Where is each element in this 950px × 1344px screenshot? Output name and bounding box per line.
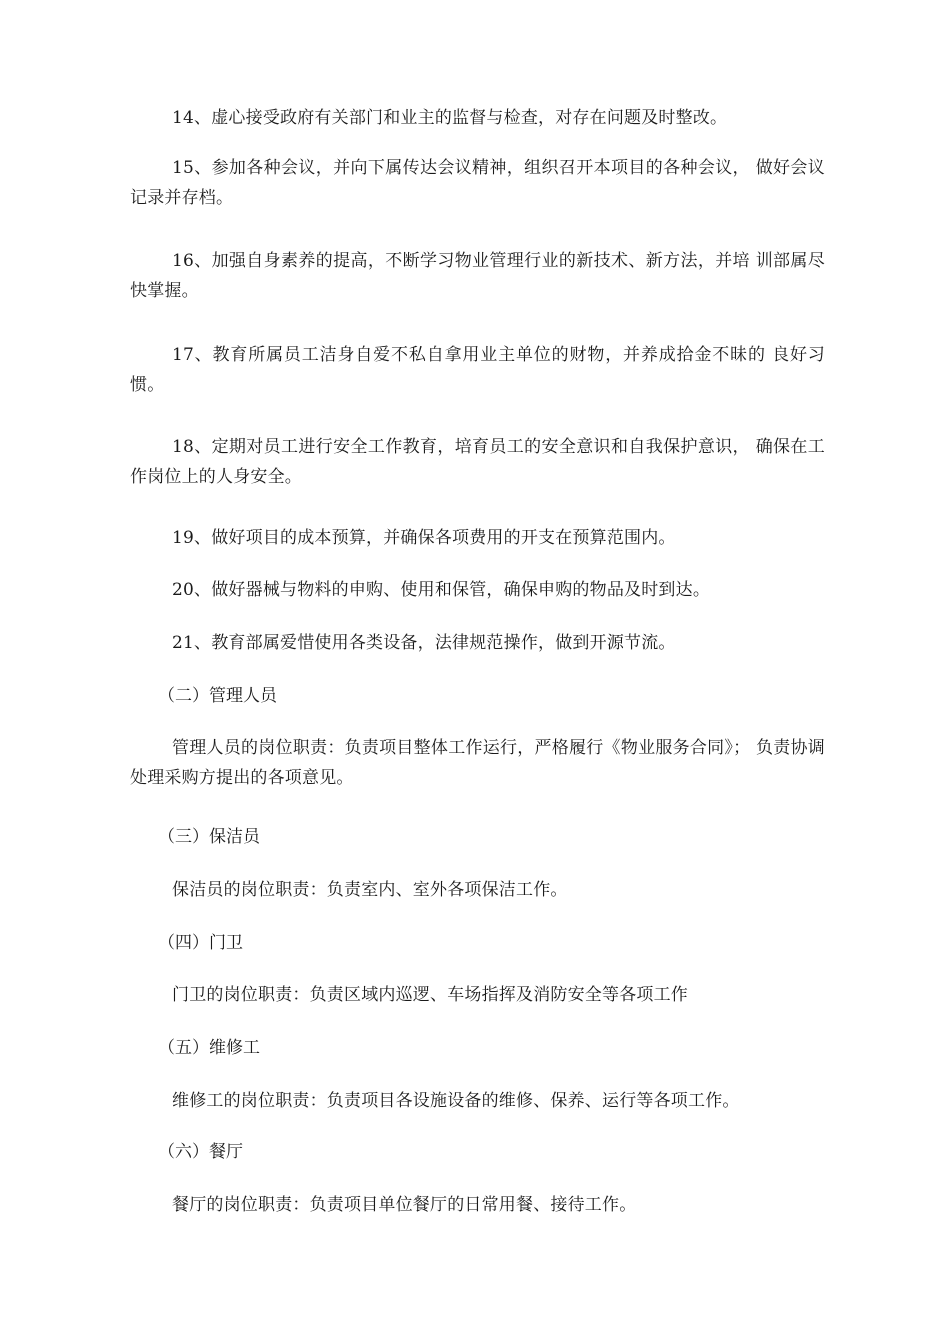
section-heading-management: （二）管理人员 xyxy=(158,686,277,706)
item-15: 15、参加各种会议，并向下属传达会议精神，组织召开本项目的各种会议， 做好会议记录并存档。 xyxy=(130,158,825,208)
section-heading-maintenance: （五）维修工 xyxy=(158,1038,260,1058)
item-14: 14、虚心接受政府有关部门和业主的监督与检查，对存在问题及时整改。 xyxy=(172,108,728,128)
item-20: 20、做好器械与物料的申购、使用和保管，确保申购的物品及时到达。 xyxy=(172,580,711,600)
section-text-cleaner: 保洁员的岗位职责：负责室内、室外各项保洁工作。 xyxy=(172,880,568,900)
section-text-guard: 门卫的岗位职责：负责区域内巡逻、车场指挥及消防安全等各项工作 xyxy=(172,985,688,1005)
section-text-canteen: 餐厅的岗位职责：负责项目单位餐厅的日常用餐、接待工作。 xyxy=(172,1195,637,1215)
item-21: 21、教育部属爱惜使用各类设备，法律规范操作，做到开源节流。 xyxy=(172,633,676,653)
section-text-management: 管理人员的岗位职责：负责项目整体工作运行，严格履行《物业服务合同》； 负责协调处理采购方提出的各项意见。 xyxy=(130,738,825,788)
section-heading-guard: （四）门卫 xyxy=(158,933,243,953)
item-19: 19、做好项目的成本预算，并确保各项费用的开支在预算范围内。 xyxy=(172,528,676,548)
section-heading-cleaner: （三）保洁员 xyxy=(158,827,260,847)
item-18: 18、定期对员工进行安全工作教育，培育员工的安全意识和自我保护意识， 确保在工作岗位上的人身安全。 xyxy=(130,437,825,487)
item-17: 17、教育所属员工洁身自爱不私自拿用业主单位的财物，并养成拾金不昧的 良好习惯。 xyxy=(130,345,825,395)
section-heading-canteen: （六）餐厅 xyxy=(158,1142,243,1162)
item-16: 16、加强自身素养的提高，不断学习物业管理行业的新技术、新方法，并培 训部属尽快掌握。 xyxy=(130,251,825,301)
section-text-maintenance: 维修工的岗位职责：负责项目各设施设备的维修、保养、运行等各项工作。 xyxy=(172,1091,740,1111)
